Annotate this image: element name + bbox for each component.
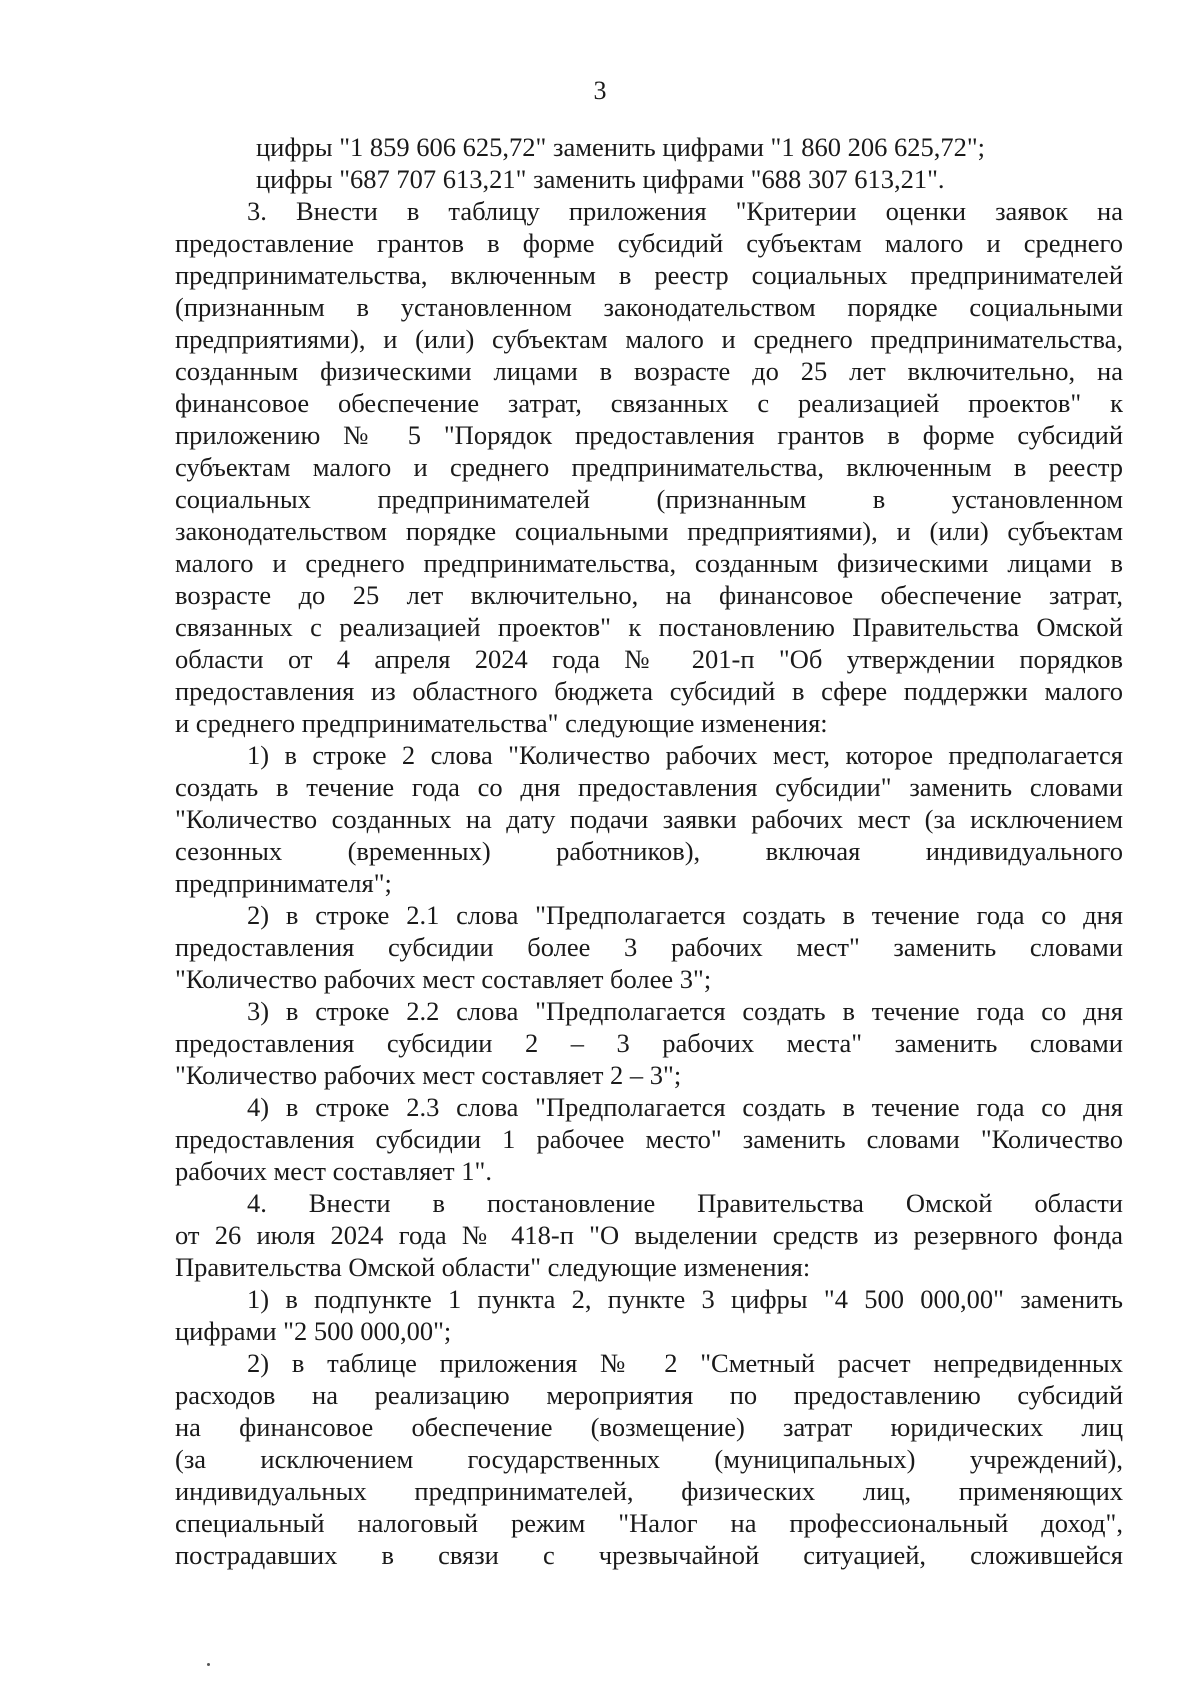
text-line: 4. Внести в постановление Правительства Омской области xyxy=(247,1188,1123,1218)
text-line: сезонных (временных) работников), включая индивидуального xyxy=(175,836,1123,866)
text-line: индивидуальных предпринимателей, физических лиц, применяющих xyxy=(175,1476,1123,1506)
text-line: на финансовое обеспечение (возмещение) затрат юридических лиц xyxy=(175,1412,1123,1442)
text-line: (за исключением государственных (муниципальных) учреждений), xyxy=(175,1444,1123,1474)
text-line: предпринимателя"; xyxy=(175,868,392,898)
text-line: и среднего предпринимательства" следующие изменения: xyxy=(175,708,828,738)
text-line: создать в течение года со дня предоставления субсидии" заменить словами xyxy=(175,772,1123,802)
text-line: законодательством порядке социальными предприятиями), и (или) субъектам xyxy=(175,516,1123,546)
text-line: 2) в таблице приложения № 2 "Сметный расчет непредвиденных xyxy=(247,1348,1123,1378)
text-line: предоставления из областного бюджета субсидий в сфере поддержки малого xyxy=(175,676,1123,706)
text-line: возрасте до 25 лет включительно, на финансовое обеспечение затрат, xyxy=(175,580,1123,610)
scan-speck xyxy=(207,1663,210,1666)
text-line: 1) в подпункте 1 пункта 2, пункте 3 цифры "4 500 000,00" заменить xyxy=(247,1284,1123,1314)
text-line: малого и среднего предпринимательства, созданным физическими лицами в xyxy=(175,548,1123,578)
text-line: 3. Внести в таблицу приложения "Критерии оценки заявок на xyxy=(247,196,1123,226)
text-line: рабочих мест составляет 1". xyxy=(175,1156,492,1186)
text-line: "Количество рабочих мест составляет более 3"; xyxy=(175,964,712,994)
text-line: "Количество созданных на дату подачи заявки рабочих мест (за исключением xyxy=(175,804,1123,834)
text-line: предприятиями), и (или) субъектам малого и среднего предпринимательства, xyxy=(175,324,1123,354)
page-number: 3 xyxy=(593,76,607,105)
text-line: 1) в строке 2 слова "Количество рабочих мест, которое предполагается xyxy=(247,740,1123,770)
text-line: цифры "1 859 606 625,72" заменить цифрами "1 860 206 625,72"; xyxy=(256,132,986,162)
text-line: приложению № 5 "Порядок предоставления грантов в форме субсидий xyxy=(175,420,1123,450)
text-line: Правительства Омской области" следующие изменения: xyxy=(175,1252,811,1282)
text-line: связанных с реализацией проектов" к постановлению Правительства Омской xyxy=(175,612,1123,642)
text-line: предоставления субсидии 1 рабочее место" заменить словами "Количество xyxy=(175,1124,1123,1154)
text-line: 4) в строке 2.3 слова "Предполагается создать в течение года со дня xyxy=(247,1092,1123,1122)
text-line: финансовое обеспечение затрат, связанных с реализацией проектов" к xyxy=(175,388,1123,418)
text-line: цифрами "2 500 000,00"; xyxy=(175,1316,452,1346)
text-line: специальный налоговый режим "Налог на профессиональный доход", xyxy=(175,1508,1123,1538)
text-line: субъектам малого и среднего предпринимательства, включенным в реестр xyxy=(175,452,1123,482)
text-line: области от 4 апреля 2024 года № 201-п "Об утверждении порядков xyxy=(175,644,1123,674)
text-line: социальных предпринимателей (признанным в установленном xyxy=(175,484,1123,514)
text-line: созданным физическими лицами в возрасте до 25 лет включительно, на xyxy=(175,356,1123,386)
text-line: предоставление грантов в форме субсидий субъектам малого и среднего xyxy=(175,228,1123,258)
text-line: 2) в строке 2.1 слова "Предполагается создать в течение года со дня xyxy=(247,900,1123,930)
text-line: цифры "687 707 613,21" заменить цифрами "688 307 613,21". xyxy=(256,164,945,194)
text-line: предоставления субсидии 2 – 3 рабочих места" заменить словами xyxy=(175,1028,1123,1058)
text-line: (признанным в установленном законодательством порядке социальными xyxy=(175,292,1123,322)
text-line: пострадавших в связи с чрезвычайной ситуацией, сложившейся xyxy=(175,1540,1123,1570)
text-line: предпринимательства, включенным в реестр социальных предпринимателей xyxy=(175,260,1123,290)
text-line: предоставления субсидии более 3 рабочих мест" заменить словами xyxy=(175,932,1123,962)
text-line: от 26 июля 2024 года № 418-п "О выделении средств из резервного фонда xyxy=(175,1220,1123,1250)
text-line: "Количество рабочих мест составляет 2 – 3"; xyxy=(175,1060,682,1090)
text-line: 3) в строке 2.2 слова "Предполагается создать в течение года со дня xyxy=(247,996,1123,1026)
text-line: расходов на реализацию мероприятия по предоставлению субсидий xyxy=(175,1380,1123,1410)
